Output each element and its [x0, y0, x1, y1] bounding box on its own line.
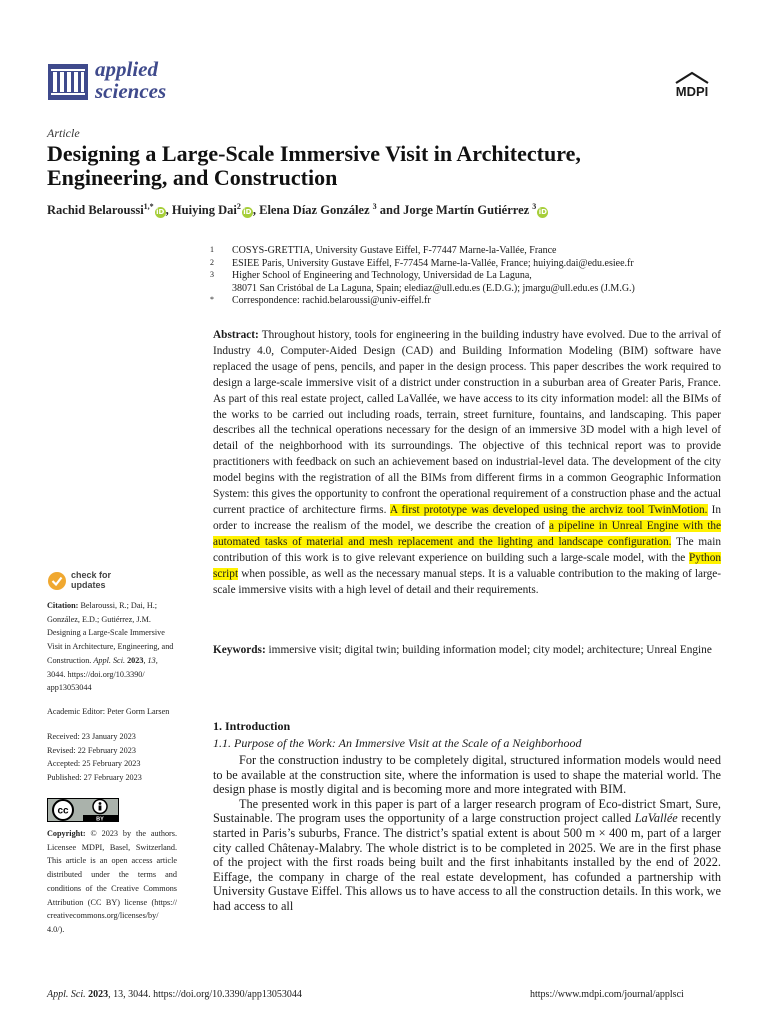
date-revised: Revised: 22 February 2023: [47, 745, 136, 755]
affiliation-row: [210, 258, 730, 271]
author-separator: and: [376, 203, 404, 218]
affiliation-number: *: [210, 295, 214, 304]
citation-text: Belaroussi, R.; Dai, H.; González, E.D.; Gutiérrez, J.M. Designing a Large-Scale Immersive Visit in Architecture, Engineering, and Construction.: [47, 601, 174, 665]
author-affil-sup: 3: [532, 202, 537, 211]
correspondence-row: [210, 295, 730, 308]
journal-name-line1: applied: [95, 57, 158, 81]
footer-year: 2023: [85, 989, 109, 1000]
abstract: [213, 328, 721, 598]
author-name: Elena Díaz González: [259, 203, 370, 218]
citation-label: Citation:: [47, 601, 79, 610]
journal-name: [95, 58, 166, 102]
check-for-updates-label[interactable]: [71, 571, 111, 590]
citation-block: [47, 599, 177, 695]
footer-journal-url[interactable]: https://www.mdpi.com/journal/applsci: [530, 989, 684, 1000]
date-accepted: Accepted: 25 February 2023: [47, 759, 141, 769]
author-name: Jorge Martín Gutiérrez: [403, 203, 530, 218]
orcid-icon[interactable]: iD: [243, 208, 252, 217]
copyright-label: Copyright:: [47, 829, 86, 838]
citation-year: 2023: [125, 655, 144, 665]
author-affil-sup: 2: [236, 202, 241, 211]
paragraph-text: recently started in Paris’s suburbs, France. The district’s spatial extent is about 500 m × 400 m, part of a larger city called Châtenay-Malabry. The whole district is to be completed in 2025. We are in the first phase of the project with the first roads being built and the first inhabitants installed by the end of 2022. Eiffage, the company in charge of the real estate development, has cofunded a partnership with University Gustave Eiffel. This allows us to have access to all the construction details. In this work, we had access to all: [213, 811, 721, 913]
abstract-text: In order to increase the realism of the model, we describe the creation of: [213, 503, 721, 532]
section-heading: 1. Introduction: [213, 719, 291, 733]
footer-citation: [47, 989, 302, 1000]
copyright-block: [47, 827, 177, 937]
affiliations: [210, 245, 730, 308]
author-separator: ,: [252, 203, 260, 218]
cc-label: cc: [57, 805, 69, 817]
check-for-updates-icon[interactable]: [47, 571, 67, 591]
paper-title: Designing a Large-Scale Immersive Visit in Architecture, Engineering, and Construction: [47, 141, 581, 190]
author-name: Huiying Dai: [171, 203, 237, 218]
affiliation-text: COSYS-GRETTIA, University Gustave Eiffel, F-77447 Marne-la-Vallée, France: [232, 245, 557, 256]
copyright-text: © 2023 by the authors. Licensee MDPI, Basel, Switzerland. This article is an open access article distributed under the terms and conditions of the Creative Commons Attribution (CC BY) license (https:// creativecommons.org/licenses/by/ 4.0/).: [47, 829, 177, 934]
footer-doi[interactable]: , 13, 3044. https://doi.org/10.3390/app13053044: [108, 989, 302, 1000]
paragraph: For the construction industry to be completely digital, structured information models would need to be available at the construction site, where the information is used to shape the material world. The design phase is mostly digital and is becoming more and more integrated with BIM.: [213, 753, 721, 797]
orcid-icon[interactable]: iD: [156, 208, 165, 217]
keywords-label: Keywords:: [213, 644, 266, 656]
author-affil-sup: 3: [372, 202, 377, 211]
highlight: a pipeline in Unreal Engine with the automated tasks of material and mesh replacement and the lighting and landscape configuration.: [213, 519, 721, 548]
citation-volume: , 13,: [143, 655, 158, 665]
affiliation-text: 38071 San Cristóbal de La Laguna, Spain; elediaz@ull.edu.es (E.D.G.); jmargu@ull.edu.es (J.M.G.): [232, 282, 635, 294]
author-affil-sup: 1,*: [143, 202, 154, 211]
abstract-text: Throughout history, tools for engineering in the building industry have evolved. Due to the arrival of Industry 4.0, Computer-Aided Design (CAD) and Building Information Modeling (BIM) software have replaced the usage of pens, pencils, and paper in the design process. This paper describes the work required to design a large-scale immersive visit of a district under construction in a suburban area of Greater Paris, France. As part of this real estate project, called LaVallée, we have access to its city information model: all the BIMs of the works to be carried out including roads, terrain, street furniture, fountains, and landscaping. This paper describes all the technical operations necessary for the design of an immersive 3D model with a high level of detail of the neighborhood with its surroundings. The objective of this technical report was to provide practitioners with feedback on such an achievement based on industrial-level data. The development of the city model begins with the registration of all the BIMs from different firms in a common Geographic Information System: this gives the opportunity to confront the operational requirement of a construction phase and the actual current practice of architecture firms.: [213, 329, 721, 516]
date-received: Received: 23 January 2023: [47, 732, 136, 741]
paragraph-text: The presented work in this paper is part of a larger research program of Eco-district Smart, Sure, Sustainable. The program uses the opportunity of a large construction project called: [213, 796, 721, 826]
keywords: [213, 643, 721, 659]
mdpi-logo-text: MDPI: [675, 84, 709, 99]
affiliation-row: [210, 283, 730, 296]
subsection-heading: 1.1. Purpose of the Work: An Immersive Visit at the Scale of a Neighborhood: [213, 736, 582, 750]
highlight: Python script: [213, 551, 721, 580]
affiliation-number: 1: [210, 245, 214, 254]
affiliation-row: [210, 245, 730, 258]
correspondence-text: Correspondence: rachid.belaroussi@univ-eiffel.fr: [232, 295, 431, 306]
affiliation-number: 3: [210, 270, 214, 279]
check-line1: check for: [71, 570, 112, 580]
footer-journal: Appl. Sci.: [47, 989, 86, 1000]
abstract-text: when possible, as well as the necessary manual steps. It is a valuable contribution to the making of large-scale immersive visits with a high level of detail and their requirements.: [213, 567, 721, 596]
academic-editor: Academic Editor: Peter Gorm Larsen: [47, 707, 170, 716]
citation-journal: Appl. Sci.: [93, 655, 126, 665]
mdpi-logo-icon: [666, 69, 718, 105]
author-separator: ,: [165, 203, 172, 218]
paragraph: [213, 797, 721, 914]
affiliation-row: [210, 270, 730, 283]
cc-by-license-icon[interactable]: [47, 798, 119, 822]
affiliation-text: ESIEE Paris, University Gustave Eiffel, F-77454 Marne-la-Vallée, France; huiying.dai@edu.esiee.fr: [232, 257, 634, 269]
date-published: Published: 27 February 2023: [47, 773, 142, 783]
publication-dates: [47, 730, 142, 785]
keywords-text: immersive visit; digital twin; building information model; city model; architecture; Unreal Engine: [265, 644, 712, 656]
cc-by-label: BY: [96, 816, 104, 822]
affiliation-number: [210, 283, 232, 296]
affiliation-number: 2: [210, 257, 214, 267]
article-type: Article: [47, 126, 80, 140]
citation-doi[interactable]: 3044. https://doi.org/10.3390/ app13053044: [47, 669, 145, 693]
body-text: [213, 753, 721, 914]
affiliation-text: Higher School of Engineering and Technology, Universidad de La Laguna,: [232, 270, 532, 281]
journal-logo-icon: [48, 64, 88, 100]
orcid-icon[interactable]: iD: [538, 208, 547, 217]
author-list: [47, 202, 548, 218]
abstract-text: The main contribution of this work is to give relevant experience on building such a large-scale model, with the: [213, 535, 721, 564]
highlight: A first prototype was developed using the archviz tool TwinMotion.: [389, 503, 708, 516]
author-name: Rachid Belaroussi: [47, 203, 144, 218]
journal-name-line2: sciences: [95, 79, 167, 103]
abstract-label: Abstract:: [213, 329, 259, 341]
project-name: LaVallée: [634, 811, 678, 826]
check-line2: updates: [71, 579, 106, 590]
